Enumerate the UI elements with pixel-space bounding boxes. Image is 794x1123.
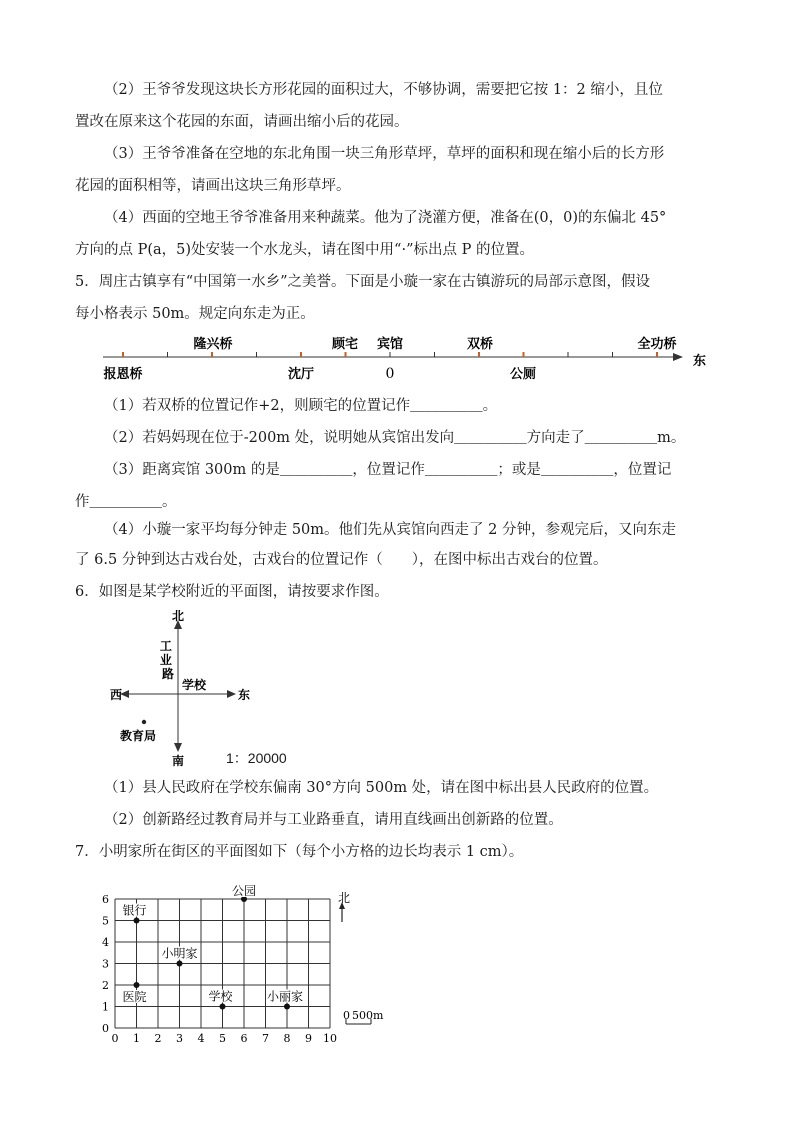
place-marker bbox=[134, 982, 140, 988]
q5-sub3-line2: 作＿＿＿＿＿。 bbox=[75, 494, 177, 510]
number-line-ticks bbox=[123, 352, 657, 357]
label-gu-residence: 顾宅 bbox=[331, 337, 359, 352]
school-label: 学校 bbox=[182, 678, 207, 692]
north-label-grid: 北 bbox=[338, 891, 351, 905]
bureau-dot bbox=[142, 720, 146, 724]
label-east: 东 bbox=[693, 354, 707, 369]
y-tick-label: 5 bbox=[102, 914, 109, 928]
y-tick-label: 0 bbox=[102, 1022, 109, 1035]
road-char-3: 路 bbox=[161, 667, 175, 681]
place-label: 小丽家 bbox=[267, 989, 304, 1004]
x-axis-ticks bbox=[112, 1032, 338, 1045]
school-map bbox=[100, 610, 300, 770]
y-axis-ticks bbox=[102, 893, 109, 1035]
q5-sub4-line1: （4）小璇一家平均每分钟走 50m。他们先从宾馆向西走了 2 分钟，参观完后，又向东走 bbox=[104, 522, 676, 538]
place-label: 银行 bbox=[122, 903, 147, 918]
q5-sub3-line1: （3）距离宾馆 300m 的是＿＿＿＿＿，位置记作＿＿＿＿＿；或是＿＿＿＿＿，位置记 bbox=[104, 462, 672, 478]
x-tick-label: 9 bbox=[305, 1032, 312, 1045]
y-tick-label: 6 bbox=[102, 893, 109, 906]
label-longxing-bridge: 隆兴桥 bbox=[193, 337, 233, 352]
q4-part3-line2: 花园的面积相等，请画出这块三角形草坪。 bbox=[75, 178, 351, 194]
road-char-2: 业 bbox=[159, 653, 172, 667]
east-label-map: 东 bbox=[238, 688, 251, 702]
y-tick-label: 3 bbox=[102, 957, 109, 971]
q6-intro: 6．如图是某学校附近的平面图，请按要求作图。 bbox=[75, 584, 389, 600]
east-arrow-head-map bbox=[227, 690, 236, 698]
road-label bbox=[160, 639, 176, 681]
scale-length-label: 500m bbox=[352, 1009, 384, 1022]
label-shen-hall: 沈厅 bbox=[287, 367, 315, 382]
q4-part2-line1: （2）王爷爷发现这块长方形花园的面积过大，不够协调，需要把它按 1：2 缩小，且位 bbox=[104, 82, 663, 98]
x-tick-label: 8 bbox=[283, 1032, 291, 1045]
place-marker bbox=[284, 1004, 290, 1010]
x-tick-label: 0 bbox=[111, 1032, 119, 1045]
q7-intro: 7．小明家所在街区的平面图如下（每个小方格的边长均表示 1 cm）。 bbox=[75, 844, 524, 860]
x-tick-label: 3 bbox=[176, 1032, 183, 1045]
q4-part2-line2: 置改在原来这个花园的东面，请画出缩小后的花园。 bbox=[75, 114, 409, 130]
place-marker bbox=[134, 918, 140, 924]
label-double-bridge: 双桥 bbox=[466, 337, 494, 352]
x-tick-label: 1 bbox=[133, 1032, 140, 1045]
place-marker bbox=[220, 1004, 226, 1010]
y-tick-label: 4 bbox=[102, 936, 109, 949]
x-tick-label: 4 bbox=[197, 1032, 205, 1045]
street-grid-map bbox=[95, 872, 415, 1048]
scale-zero-label: 0 bbox=[343, 1009, 350, 1022]
q6-sub2: （2）创新路经过教育局并与工业路垂直，请用直线画出创新路的位置。 bbox=[104, 812, 563, 828]
road-char-1: 工 bbox=[159, 639, 172, 653]
south-arrow-head bbox=[174, 743, 182, 752]
label-quangong-bridge: 全功桥 bbox=[637, 337, 677, 352]
q4-part4-line2: 方向的点 P(a，5)处安装一个水龙头，请在图中用“·”标出点 P 的位置。 bbox=[75, 242, 534, 258]
place-label: 小明家 bbox=[161, 946, 198, 961]
place-label: 公园 bbox=[232, 884, 257, 898]
label-hotel: 宾馆 bbox=[376, 337, 404, 352]
q4-part4-line1: （4）西面的空地王爷爷准备用来种蔬菜。他为了浇灌方便，准备在(0，0)的东偏北 45° bbox=[104, 210, 667, 226]
x-tick-label: 10 bbox=[323, 1032, 337, 1045]
number-line-diagram bbox=[95, 330, 715, 382]
bureau-label: 教育局 bbox=[120, 729, 157, 743]
label-public-toilet: 公厕 bbox=[509, 367, 537, 382]
x-tick-label: 2 bbox=[154, 1032, 162, 1045]
q5-intro-line1: 5．周庄古镇享有“中国第一水乡”之美誉。下面是小璇一家在古镇游玩的局部示意图，假设 bbox=[75, 274, 651, 290]
x-tick-label: 6 bbox=[240, 1032, 248, 1045]
q4-part3-line1: （3）王爷爷准备在空地的东北角围一块三角形草坪，草坪的面积和现在缩小后的长方形 bbox=[104, 146, 665, 162]
y-tick-label: 1 bbox=[102, 1000, 109, 1014]
label-zero: 0 bbox=[385, 366, 395, 382]
scale-ratio: 1：20000 bbox=[226, 750, 287, 766]
place-label: 医院 bbox=[122, 990, 147, 1004]
q5-sub2: （2）若妈妈现在位于-200m 处，说明她从宾馆出发向＿＿＿＿＿方向走了＿＿＿＿＿m。 bbox=[104, 430, 686, 446]
x-tick-label: 7 bbox=[262, 1032, 269, 1045]
south-label: 南 bbox=[171, 754, 185, 768]
place-marker bbox=[177, 961, 183, 967]
q5-sub4-line2: 了 6.5 分钟到达古戏台处，古戏台的位置记作（ ），在图中标出古戏台的位置。 bbox=[75, 552, 608, 568]
y-tick-label: 2 bbox=[102, 979, 109, 992]
q6-sub1: （1）县人民政府在学校东偏南 30°方向 500m 处，请在图中标出县人民政府的位置。 bbox=[104, 780, 659, 796]
east-arrow-head bbox=[673, 353, 683, 361]
west-label: 西 bbox=[110, 688, 123, 702]
x-tick-label: 5 bbox=[219, 1032, 226, 1045]
label-baoen-bridge: 报恩桥 bbox=[103, 367, 143, 382]
place-label: 学校 bbox=[208, 989, 233, 1004]
grid-places bbox=[122, 884, 305, 1010]
q5-sub1: （1）若双桥的位置记作+2，则顾宅的位置记作＿＿＿＿＿。 bbox=[104, 398, 498, 414]
north-label: 北 bbox=[171, 610, 185, 623]
q5-intro-line2: 每小格表示 50m。规定向东走为正。 bbox=[75, 306, 315, 322]
